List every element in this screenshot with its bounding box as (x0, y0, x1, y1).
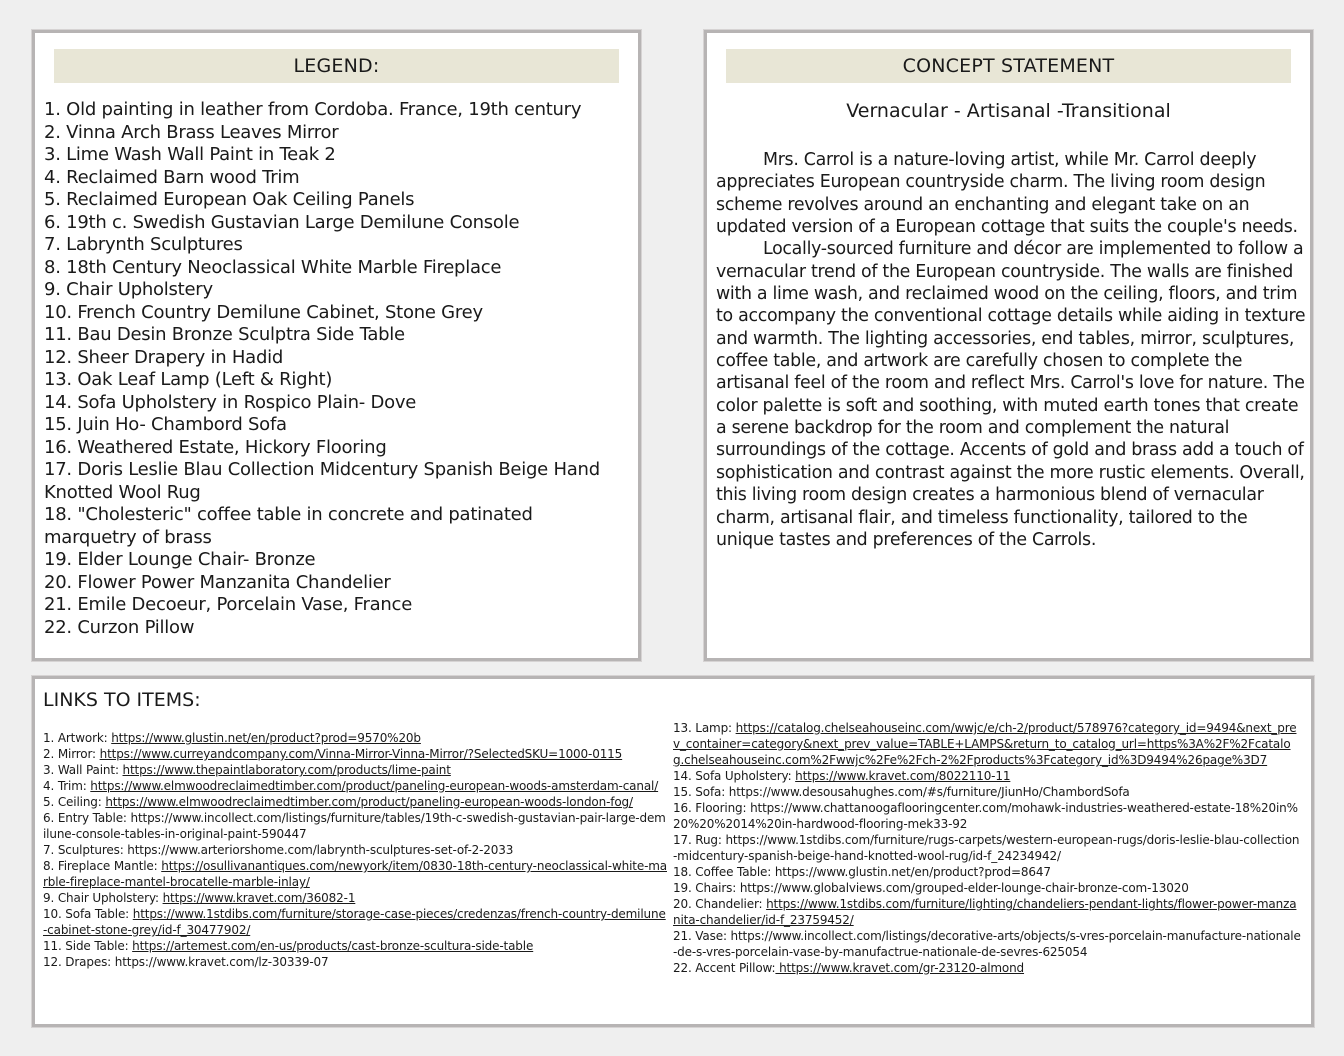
link-item (43, 954, 668, 970)
legend-item: 12. Sheer Drapery in Hadid (44, 346, 284, 368)
link-item (43, 906, 668, 938)
link-item (673, 832, 1301, 864)
link-item (43, 938, 668, 954)
legend-item: 2. Vinna Arch Brass Leaves Mirror (44, 121, 339, 143)
item-link[interactable]: https://www.kravet.com/36082-1 (162, 891, 356, 905)
item-link[interactable]: https://www.elmwoodreclaimedtimber.com/product/paneling-european-woods-amsterdam-canal/ (90, 779, 659, 793)
link-label: 18. Coffee Table: (673, 865, 775, 879)
link-label: 21. Vase: (673, 929, 731, 943)
item-link[interactable]: https://www.elmwoodreclaimedtimber.com/product/paneling-european-woods-london-fog/ (105, 795, 633, 809)
legend-item: 13. Oak Leaf Lamp (Left & Right) (44, 369, 333, 390)
link-label: 6. Entry Table: (43, 811, 131, 825)
legend-item: 17. Doris Leslie Blau Collection Midcentury Spanish Beige Hand Knotted Wool Rug (44, 459, 600, 503)
item-link[interactable]: https://www.incollect.com/listings/decorative-arts/objects/s-vres-porcelain-manufacture-nationale-de-s-vres-porcelain-vase-by-manufactrue-nationale-de-sevres-625054 (673, 929, 1301, 959)
item-link[interactable]: https://www.kravet.com/8022110-11 (795, 769, 1011, 783)
link-label: 13. Lamp: (673, 721, 736, 735)
legend-item: 5. Reclaimed European Oak Ceiling Panels (44, 189, 415, 210)
legend-item: 16. Weathered Estate, Hickory Flooring (44, 436, 387, 458)
link-item (43, 794, 668, 810)
link-label: 4. Trim: (43, 779, 91, 793)
item-link[interactable]: https://www.glustin.net/en/product?prod=9570%20b (111, 731, 421, 745)
link-label: 15. Sofa: (673, 785, 729, 799)
links-list-left (43, 730, 668, 970)
concept-subtitle: Vernacular - Artisanal -Transitional (846, 100, 1171, 122)
legend-item: 8. 18th Century Neoclassical White Marble Fireplace (44, 256, 502, 278)
item-link[interactable]: https://catalog.chelseahouseinc.com/wwjc/e/ch-2/product/578976?category_id=9494&next_prev_container=category&next_prev_value=TABLE+LAMPS&return_to_catalog_url=https%3A%2F%2Fcatalog.chelseahouseinc.com%2Fwwjc%2Fe%2Fch-2%2Fproducts%3Fcategory_id%3D9494%26page%3D7 (673, 721, 1297, 767)
link-label: 3. Wall Paint: (43, 763, 123, 777)
link-item (673, 800, 1301, 832)
legend-item: 22. Curzon Pillow (44, 616, 195, 638)
link-label: 2. Mirror: (43, 747, 100, 761)
legend-item: 21. Emile Decoeur, Porcelain Vase, France (44, 594, 413, 615)
item-link[interactable]: https://www.glustin.net/en/product?prod=8647 (774, 865, 1051, 879)
item-link[interactable]: https://www.1stdibs.com/furniture/lighting/chandeliers-pendant-lights/flower-power-manzanita-chandelier/id-f_23759452/ (673, 897, 1297, 927)
item-link[interactable]: https://www.desousahughes.com/#s/furniture/JiunHo/ChambordSofa (728, 785, 1130, 799)
legend-item: 3. Lime Wash Wall Paint in Teak 2 (44, 144, 336, 165)
legend-item: 19. Elder Lounge Chair- Bronze (44, 549, 316, 570)
link-label: 7. Sculptures: (43, 843, 128, 857)
link-item (673, 928, 1301, 960)
link-label: 17. Rug: (673, 833, 726, 847)
legend-item: 15. Juin Ho- Chambord Sofa (44, 414, 287, 435)
links-list-right (673, 720, 1301, 976)
link-item (43, 842, 668, 858)
legend-list (44, 99, 629, 639)
item-link[interactable]: https://artemest.com/en-us/products/cast-bronze-scultura-side-table (132, 939, 534, 953)
legend-item: 20. Flower Power Manzanita Chandelier (44, 571, 391, 593)
link-label: 20. Chandelier: (673, 897, 767, 911)
link-label: 12. Drapes: (43, 955, 115, 969)
link-item (673, 720, 1301, 768)
link-item (673, 960, 1301, 976)
link-item (43, 746, 668, 762)
concept-paragraph: Locally-sourced furniture and décor are implemented to follow a vernacular trend of the European countryside. The walls are finished with a lime wash, and reclaimed wood on the ceiling, floors, and trim to accompany the conventional cottage details while aiding in texture and warmth. The lighting accessories, end tables, mirror, sculptures, coffee table, and artwork are carefully chosen to complete the artisanal feel of the room and reflect Mrs. Carrol's love for nature. The color palette is soft and soothing, with muted earth tones that create a serene backdrop for the room and complement the natural surroundings of the cottage. Accents of gold and brass add a touch of sophistication and contrast against the more rustic elements. Overall, this living room design creates a harmonious blend of vernacular charm, artisanal flair, and timeless functionality, tailored to the unique tastes and preferences of the Carrols. (716, 239, 1306, 550)
legend-item: 9. Chair Upholstery (44, 279, 213, 300)
link-item (43, 762, 668, 778)
item-link[interactable]: https://www.1stdibs.com/furniture/storage-case-pieces/credenzas/french-country-demilune-cabinet-stone-grey/id-f_30477902/ (43, 907, 666, 937)
link-item (43, 858, 668, 890)
concept-paragraph: Mrs. Carrol is a nature-loving artist, while Mr. Carrol deeply appreciates European countryside charm. The living room design scheme revolves around an enchanting and elegant take on an updated version of a European cottage that suits the couple's needs. (716, 150, 1298, 238)
item-link[interactable]: https://www.globalviews.com/grouped-elder-lounge-chair-bronze-com-13020 (739, 881, 1189, 895)
link-label: 11. Side Table: (43, 939, 133, 953)
legend-item: 1. Old painting in leather from Cordoba. France, 19th century (44, 99, 582, 120)
link-label: 22. Accent Pillow: (673, 961, 776, 975)
legend-item: 4. Reclaimed Barn wood Trim (44, 166, 300, 188)
item-link[interactable]: https://www.kravet.com/gr-23120-almond (775, 961, 1025, 975)
link-item (673, 896, 1301, 928)
link-label: 14. Sofa Upholstery: (673, 769, 796, 783)
legend-item: 18. "Cholesteric" coffee table in concrete and patinated marquetry of brass (44, 504, 533, 548)
link-item (43, 810, 668, 842)
link-label: 8. Fireplace Mantle: (43, 859, 162, 873)
item-link[interactable]: https://www.thepaintlaboratory.com/products/lime-paint (122, 763, 451, 777)
links-title: LINKS TO ITEMS: (43, 689, 201, 711)
item-link[interactable]: https://osullivanantiques.com/newyork/item/0830-18th-century-neoclassical-white-marble-fireplace-mantel-brocatelle-marble-inlay/ (43, 859, 667, 889)
item-link[interactable]: https://www.curreyandcompany.com/Vinna-Mirror-Vinna-Mirror/?SelectedSKU=1000-0115 (99, 747, 623, 761)
link-label: 19. Chairs: (673, 881, 740, 895)
concept-panel (704, 30, 1313, 661)
link-item (43, 890, 668, 906)
link-label: 5. Ceiling: (43, 795, 106, 809)
link-label: 1. Artwork: (43, 731, 112, 745)
item-link[interactable]: https://www.arteriorshome.com/labrynth-sculptures-set-of-2-2033 (127, 843, 514, 857)
legend-item: 10. French Country Demilune Cabinet, Stone Grey (44, 301, 483, 323)
item-link[interactable]: https://www.kravet.com/lz-30339-07 (114, 955, 329, 969)
link-label: 10. Sofa Table: (43, 907, 133, 921)
item-link[interactable]: https://www.1stdibs.com/furniture/rugs-carpets/western-european-rugs/doris-leslie-blau-collection-midcentury-spanish-beige-hand-knotted-wool-rug/id-f_24234942/ (673, 833, 1300, 863)
link-label: 16. Flooring: (673, 801, 751, 815)
link-item (43, 778, 668, 794)
link-item (673, 864, 1301, 880)
legend-item: 14. Sofa Upholstery in Rospico Plain- Dove (44, 391, 417, 413)
legend-item: 7. Labrynth Sculptures (44, 234, 243, 255)
concept-body (716, 149, 1306, 551)
item-link[interactable]: https://www.chattanoogaflooringcenter.com/mohawk-industries-weathered-estate-18%20in%20%20%2014%20in-hardwood-flooring-mek33-92 (673, 801, 1298, 831)
link-item (673, 880, 1301, 896)
legend-panel (32, 30, 641, 661)
legend-title: LEGEND: (54, 49, 619, 83)
link-item (673, 768, 1301, 784)
link-label: 9. Chair Upholstery: (43, 891, 163, 905)
link-item (673, 784, 1301, 800)
link-item (43, 730, 668, 746)
item-link[interactable]: https://www.incollect.com/listings/furniture/tables/19th-c-swedish-gustavian-pair-large-demilune-console-tables-in-original-paint-590447 (43, 811, 666, 841)
legend-item: 6. 19th c. Swedish Gustavian Large Demilune Console (44, 211, 520, 233)
concept-title: CONCEPT STATEMENT (726, 49, 1291, 83)
links-panel (32, 676, 1314, 1027)
legend-item: 11. Bau Desin Bronze Sculptra Side Table (44, 324, 405, 345)
